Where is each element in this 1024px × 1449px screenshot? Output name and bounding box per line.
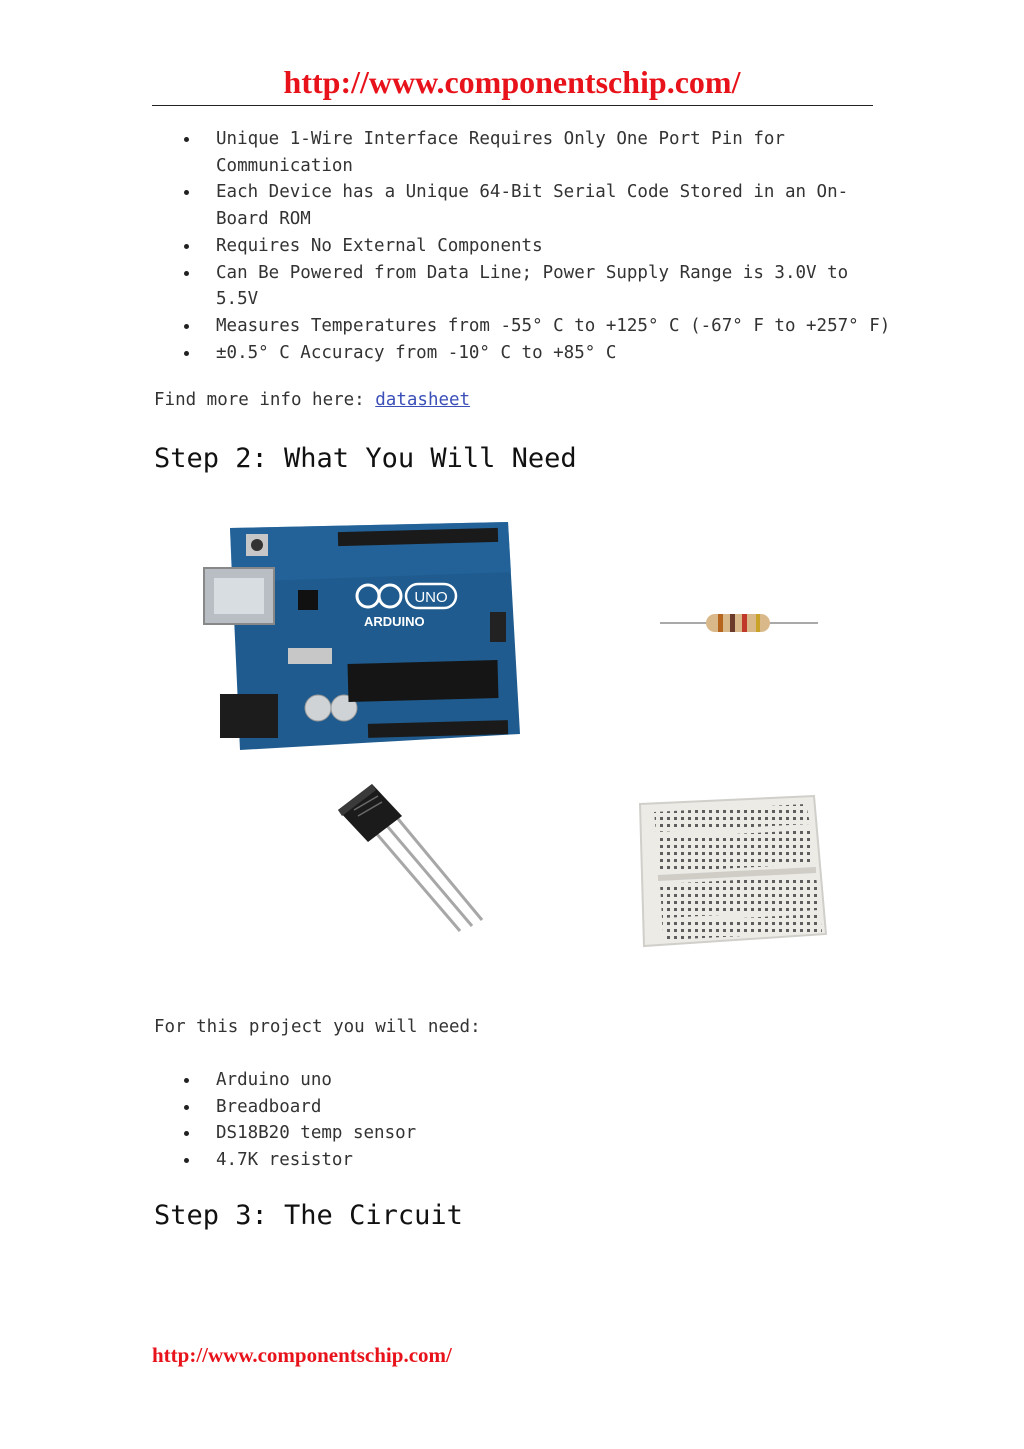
list-item: Measures Temperatures from -55° C to +125° C (-67° F to +257° F) — [152, 313, 892, 340]
list-item: ±0.5° C Accuracy from -10° C to +85° C — [152, 340, 892, 367]
header-divider — [152, 105, 873, 106]
datasheet-link[interactable]: datasheet — [375, 390, 471, 410]
info-line — [154, 390, 470, 410]
header-url: http://www.componentschip.com/ — [283, 64, 741, 100]
list-item: Unique 1-Wire Interface Requires Only One Port Pin for Communication — [152, 126, 892, 179]
list-item: Requires No External Components — [152, 233, 892, 260]
resistor-photo — [660, 608, 818, 636]
uno-label: UNO — [414, 589, 448, 606]
breadboard-photo — [630, 794, 830, 950]
list-item: 4.7K resistor — [152, 1147, 752, 1174]
feature-list — [152, 126, 892, 366]
needs-list — [152, 1067, 752, 1174]
info-prefix: Find more info here: — [154, 390, 376, 410]
list-item: Breadboard — [152, 1094, 752, 1121]
ds18b20-sensor-photo — [330, 776, 490, 941]
list-item: Each Device has a Unique 64-Bit Serial Code Stored in an On- Board ROM — [152, 179, 892, 232]
arduino-label: ARDUINO — [364, 614, 425, 629]
list-item: Can Be Powered from Data Line; Power Supply Range is 3.0V to 5.5V — [152, 260, 892, 313]
needs-intro: For this project you will need: — [154, 1017, 481, 1037]
list-item: Arduino uno — [152, 1067, 752, 1094]
list-item: DS18B20 temp sensor — [152, 1120, 752, 1147]
arduino-uno-photo — [168, 512, 530, 760]
footer-url: http://www.componentschip.com/ — [152, 1343, 452, 1367]
step2-heading: Step 2: What You Will Need — [154, 443, 577, 474]
step3-heading: Step 3: The Circuit — [154, 1200, 463, 1231]
